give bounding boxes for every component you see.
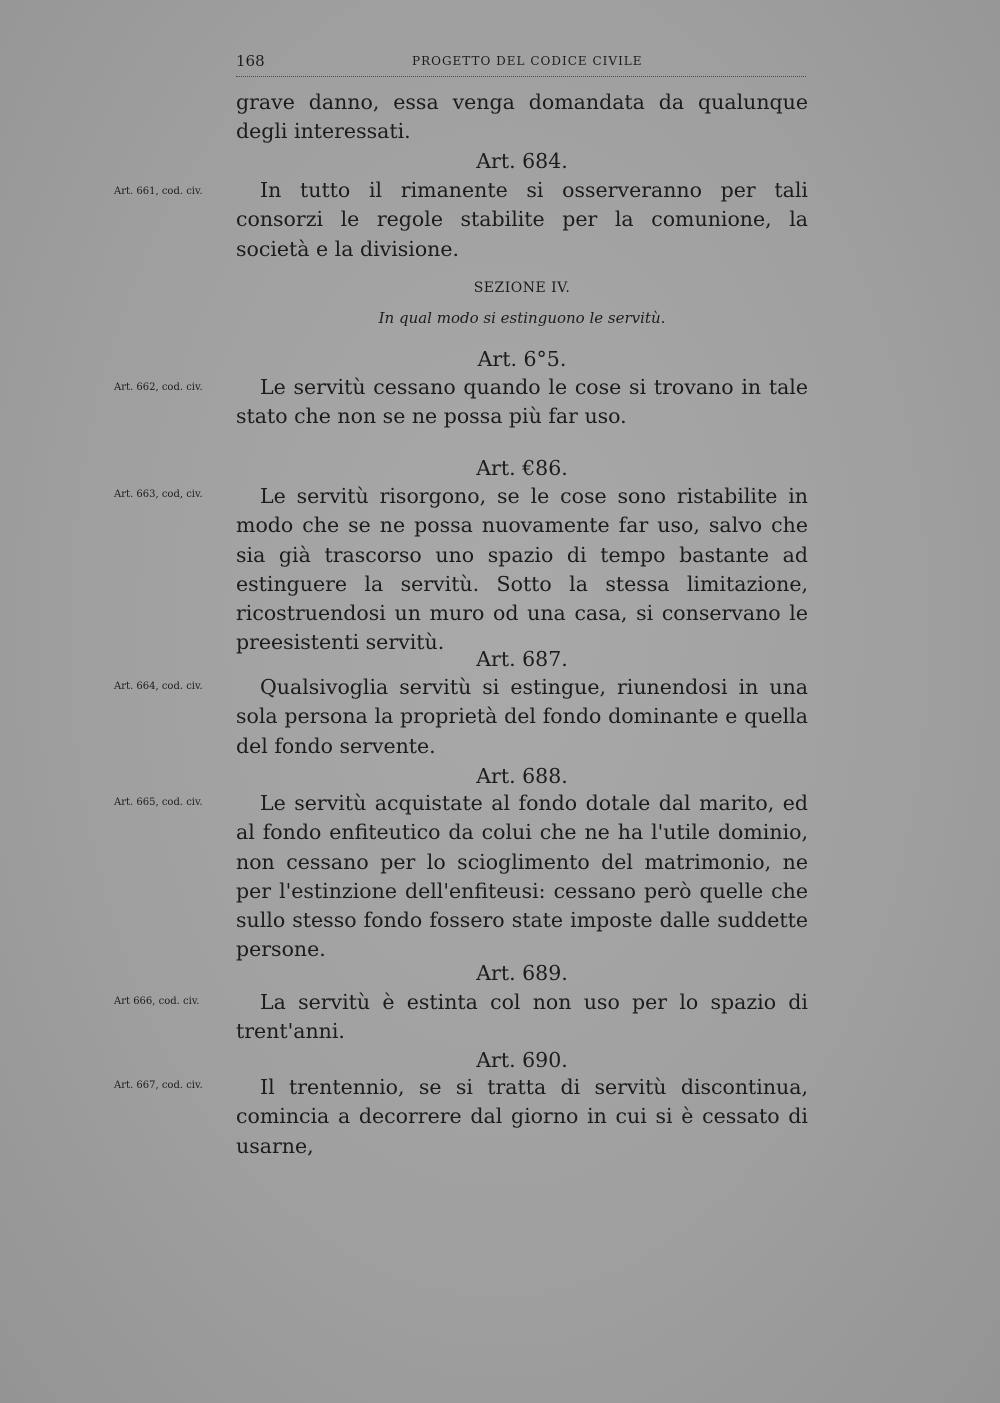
article-text-690: Il trentennio, se si tratta di servitù discontinua, comincia a decorrere dal giorno in cui si è cessato di usarne, <box>236 1075 808 1158</box>
article-text-687: Qualsivoglia servitù si estingue, riunendosi in una sola persona la proprietà del fondo dominante e quella del fondo servente. <box>236 675 808 758</box>
margin-note-685: Art. 662, cod. civ. <box>114 382 203 393</box>
margin-note-689: Art 666, cod. civ. <box>114 996 200 1007</box>
article-heading-687: Art. 687. <box>476 647 568 671</box>
article-text-689: La servitù è estinta col non uso per lo spazio di trent'anni. <box>236 990 808 1044</box>
margin-note-686: Art. 663, cod, civ. <box>114 489 203 500</box>
margin-note-690: Art. 667, cod. civ. <box>114 1080 203 1091</box>
margin-note-688: Art. 665, cod. civ. <box>114 797 203 808</box>
margin-note-684: Art. 661, cod. civ. <box>114 186 203 197</box>
article-heading-686: Art. €86. <box>476 456 568 480</box>
article-text-685: Le servitù cessano quando le cose si trovano in tale stato che non se ne possa più far uso. <box>236 375 808 429</box>
article-heading-684: Art. 684. <box>476 149 568 173</box>
margin-note-687: Art. 664, cod. civ. <box>114 681 203 692</box>
article-heading-688: Art. 688. <box>476 764 568 788</box>
section-heading: SEZIONE IV. <box>473 280 571 296</box>
article-heading-689: Art. 689. <box>476 961 568 985</box>
section-subtitle: In qual modo si estinguono le servitù. <box>378 309 666 327</box>
article-text-684: In tutto il rimanente si osserveranno per tali consorzi le regole stabilite per la comunione, la società e la divisione. <box>236 178 808 261</box>
running-head: PROGETTO DEL CODICE CIVILE <box>412 54 643 68</box>
article-text-686: Le servitù risorgono, se le cose sono ristabilite in modo che se ne possa nuovamente far uso, salvo che sia già trascorso uno spazio di tempo bastante ad estinguere la servitù. Sotto la stessa limitazione, ricostruendosi un muro od una casa, si conservano le preesistenti servitù. <box>236 484 808 655</box>
article-heading-685: Art. 6°5. <box>477 347 567 371</box>
page-header <box>236 52 806 77</box>
paragraph-continued: grave danno, essa venga domandata da qualunque degli interessati. <box>236 90 808 144</box>
article-heading-690: Art. 690. <box>476 1048 568 1072</box>
article-text-688: Le servitù acquistate al fondo dotale dal marito, ed al fondo enfiteutico da colui che ne ha l'utile dominio, non cessano per lo scioglimento del matrimonio, ne per l'estinzione dell'enfiteusi: cessano però quelle che sullo stesso fondo fossero state imposte dalle suddette persone. <box>236 791 808 962</box>
page-number: 168 <box>236 52 265 70</box>
